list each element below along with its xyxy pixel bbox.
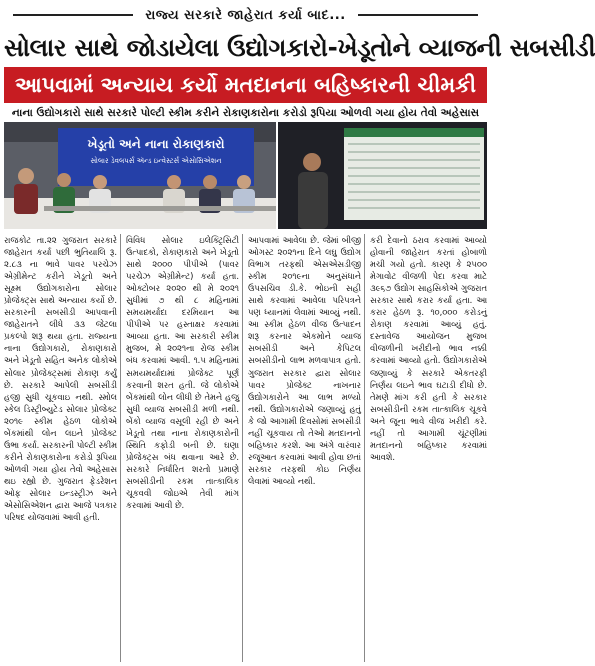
article-column-1: રાજકોટ તા.૨૨ ગુજરાત સરકારે જાહેરાત કર્યા પછી ભુતિયાલિ રૂ. ૨.૮૩ ના ભાવે પાવર પરચેઝ એગ્રીમેન્ટ કરીને ખેડૂતો અને સૂક્ષ્મ ઉદ્યોગકારોના સોલાર પ્રોજેક્ટ્સ સાથે અન્યાય કર્યો છે. સરકારની સબસીડી આપવાની જાહેરાતને લીધે ૩૩ જેટલા પ્રકલ્પો શરૂ થયા હતા. રાજ્યના નાના ઉદ્યોગકારો, રોકાણકારો અને ખેડૂતો સહિત અનેક લોકોએ સોલાર પ્રોજેક્ટ્સમાં રોકાણ કર્યું છે. સરકારે આપેલી સબસીડી હજી સુધી ચૂકવાઇ નથી. સ્મોલ સ્કેલ ડિસ્ટ્રીબ્યુટેડ સોલાર પ્રોજેક્ટ ૨૦૧૯ સ્કીમ હેઠળ લોકોએ બેંકમાંથી લોન લઇને પ્રોજેક્ટ ઉભા કર્યા. સરકારની પોલ્ટી સ્કીમ કરીને રોકાણકારોના કરોડો રૂપિયા ઓળવી ગયા હોય તેવો અહેસાસ થઇ રહ્યો છે. ગુજરાત ફેડરેશન ઓફ સોલાર ઇન્ડસ્ટ્રીઝ અને એસોસિએશન દ્વારા આજે પત્રકાર પરિષદ યોજવામાં આવી હતી. bbox=[4, 234, 121, 662]
press-conference-illustration bbox=[4, 122, 276, 229]
headline-red-band: આપવામાં અન્યાય કર્યો મતદાનના બહિષ્કારની ચીમકી bbox=[4, 67, 487, 103]
article-column-2: વિવિધ સોલાર ઇલેક્ટ્રિસિટી ઉત્પાદકો, રોકાણકારો અને ખેડૂતો સાથે ૨૦૦૦ પીપીએ (પાવર પરચેઝ એગ્રીમેન્ટ) કર્યા હતા. ઓક્ટોબર ૨૦૨૦ થી મે ૨૦૨૧ સુધીમાં ૭ થી ૮ મહિનામાં સમયમર્યાદા દરમિયાન આ પીપીએ પર હસ્તાક્ષર કરવામાં આવ્યા હતા. આ સરકારી સ્કીમ મુજબ, મે ૨૦૨૧ના રોજ સ્કીમ બંધ કરવામાં આવી. ૧.૫ મહિનામાં સમયમર્યાદામાં પ્રોજેક્ટ પૂર્ણ કરવાની શરત હતી. જે લોકોએ બેંકમાંથી લોન લીધી છે તેમને હજુ સુધી વ્યાજ સબસીડી મળી નથી. બેંકો વ્યાજ વસૂલી રહી છે અને ખેડૂતો તથા નાના રોકાણકારોની સ્થિતિ કફોડી બની છે. ઘણા પ્રોજેક્ટ્સ બંધ થવાના આરે છે. સરકારે નિર્ધારિત શરતો પ્રમાણે સબસીડીની રકમ તાત્કાલિક ચૂકવવી જોઇએ તેવી માંગ કરવામાં આવી છે. bbox=[126, 234, 243, 662]
banner-subtitle: સોલાર ડેવલપર્સ ઍન્ડ ઇન્વેસ્ટર્સ એસોસિએશન bbox=[90, 157, 222, 165]
subheadline: નાના ઉદ્યોગકારો સાથે સરકારે પોલ્ટી સ્કીમ કરીને રોકાણકારોના કરોડો રૂપિયા ઓળવી ગયા હોય તેવો અહેસાસ bbox=[11, 107, 480, 119]
headline: સોલાર સાથે જોડાયેલા ઉદ્યોગકારો-ખેડૂતોને વ્યાજની સબસીડી bbox=[4, 33, 595, 62]
article-column-4: કરી દેવાનો ઠરાવ કરવામાં આવ્યો હોવાની જાહેરાત કરતાં હોબાળો મચી ગયો હતો. કારણ કે ૨૫૦૦ મેગાવોટ વીજળી પેદા કરવા માટે ૩૯૬૭ ઉદ્યોગ સાહસિકોએ ગુજરાત સરકાર સાથે કરાર કર્યા હતા. આ કરાર હેઠળ રૂ. ૧૦,૦૦૦ કરોડનું રોકાણ કરવામાં આવ્યું હતું. દસ્તાવેજ આયોજન મુજબ વીજળીની ખરીદીનો ભાવ નક્કી કરવામાં આવ્યો હતો. ઉદ્યોગકારોએ જણાવ્યું કે સરકારે એકતરફી નિર્ણય લઇને ભાવ ઘટાડી દીધો છે. તેમણે માંગ કરી હતી કે સરકાર સબસીડીની રકમ તાત્કાલિક ચૂકવે અને જૂના ભાવે વીજ ખરીદી કરે. નહીં તો આગામી ચૂંટણીમાં મતદાનનો બહિષ્કાર કરવામાં આવશે. bbox=[370, 235, 487, 462]
article-body bbox=[4, 234, 487, 662]
kicker-line bbox=[0, 4, 491, 26]
kicker-rule-right bbox=[358, 14, 478, 16]
article-column-3: આપવામાં આવેલા છે. જેમાં બીજી ઓગસ્ટ ૨૦૨૧ના દિને લઘુ ઉદ્યોગ વિભાગ તરફથી એસએસડીજી સ્કીમ ૨૦૧૯ના અનુસંધાને ઉપસચિવ ડી.કે. ભોઇની સહી સાથે કરવામાં આવેલા પરિપત્રને પણ ધ્યાનમાં લેવામાં આવ્યું નથી. આ સ્કીમ હેઠળ વીજ ઉત્પાદન શરૂ કરનાર એકમોને વ્યાજ સબસીડી અને કેપિટલ સબસીડીનો લાભ મળવાપાત્ર હતો. ગુજરાત સરકાર દ્વારા સોલાર પાવર પ્રોજેક્ટ નાખનાર ઉદ્યોગકારોને આ લાભ મળ્યો નથી. ઉદ્યોગકારોએ જણાવ્યું હતું કે જો આગામી દિવસોમાં સબસીડી નહીં ચૂકવાય તો તેઓ મતદાનનો બહિષ્કાર કરશે. આ અંગે વારંવાર રજૂઆત કરવામાં આવી હોવા છતાં સરકાર તરફથી કોઇ નિર્ણય લેવામાં આવ્યો નથી. bbox=[248, 234, 365, 662]
kicker-rule-left bbox=[13, 14, 133, 16]
banner-title: ખેડૂતો અને નાના રોકાણકારો bbox=[87, 137, 225, 151]
presentation-illustration bbox=[278, 122, 487, 229]
press-conference-photo bbox=[4, 122, 276, 229]
presentation-photo bbox=[278, 122, 487, 229]
kicker-text: રાજ્ય સરકારે જાહેરાત કર્યા બાદ... bbox=[145, 7, 346, 23]
